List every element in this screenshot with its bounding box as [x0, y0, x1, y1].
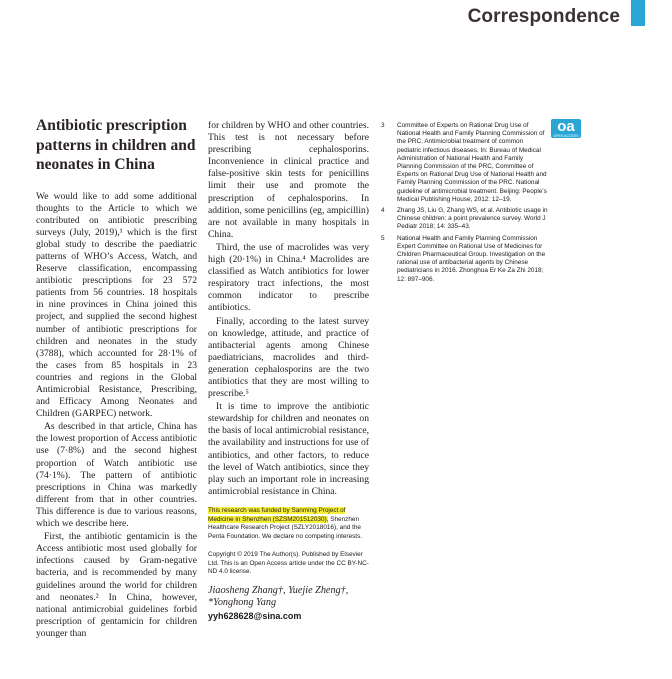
references-column: [381, 122, 549, 287]
author-list: [208, 585, 369, 610]
reference-item: [381, 235, 549, 284]
reference-text: Zhang JS, Liu G, Zhang WS, et al. Antibiotic usage in Chinese children: a point prevalence survey. World J Pediatr 2018; 14: 335–43.: [397, 207, 548, 231]
author-email[interactable]: yyh628628@sina.com: [208, 610, 302, 621]
authors-line: *Yonghong Yang: [208, 597, 277, 609]
paragraph: Finally, according to the latest survey on knowledge, attitude, and practice of antibacterial agents among Chinese paediatricians, macrolides and third-generation cephalosporins are the two antibiotics that they are most willing to prescribe.⁵: [208, 315, 369, 400]
column-middle: [208, 120, 369, 622]
paragraph: We would like to add some additional thoughts to the Article to which we contributed on antibiotic prescribing surveys (July, 2019),¹ which is the first global study to describe the paediatric patterns of WHO’s Access, Watch, and Reserve classification, encompassing antibiotic prescriptions for 23 572 patients from 56 countries. 18 hospitals in nine provinces in China joined this project, and supplied the second highest number of antibiotic prescriptions for children and neonates in the study (3788), which accounted for 28·1% of the cases from 85 hospitals in 23 countries and regions in the Global Antimicrobial Resistance, Prescribing, and Efficacy Among Neonates and Children (GARPEC) network.: [36, 190, 197, 420]
paragraph: for children by WHO and other countries. This test is not necessary before prescribing cephalosporins. Inconvenience in clinical practice and false-positive skin tests for penicillins limit their use and promote the prescription of cephalosporins. In addition, some penicillins (eg, ampicillin) are not available in many hospitals in China.: [208, 120, 369, 240]
reference-number: 4: [381, 207, 385, 215]
reference-text: Committee of Experts on Rational Drug Use of National Health and Family Planning Commission of the PRC. Antimicrobial treatment of common pediatric infectious diseases. In: Bureau of Medical Administration of National Health and Family Planning Commission of the PRC, Committee of Experts on Rational Drug Use of National Health and Family Planning Commission of the PRC. National guideline of antimicrobial treatment. Beijing: People’s Medical Publishing House, 2012: 12–19.: [397, 122, 547, 203]
section-title: Correspondence: [467, 6, 620, 27]
paragraph: As described in that article, China has the lowest proportion of Access antibiotic use (7·8%) and the second highest proportion of Watch antibiotic use (74·1%). The pattern of antibiotic prescriptions in China was markedly different from that in other countries. This difference is due to various reasons, which we describe here.: [36, 421, 197, 530]
reference-number: 3: [381, 122, 385, 129]
oa-sublabel: OPEN ACCESS: [553, 134, 579, 138]
paragraph: Third, the use of macrolides was very high (20·1%) in China.⁴ Macrolides are classified as Watch antibiotics for lower respiratory tract infections, the most common indicator to prescribe antibiotics.: [208, 241, 369, 314]
oa-label: oa: [557, 118, 575, 135]
paragraph: First, the antibiotic gentamicin is the Access antibiotic most used globally for infections caused by Gram-negative bacteria, and is recommended by many guidelines around the world for children and neonates.² In China, however, national antimicrobial guidelines forbid prescription of gentamicin for children younger than: [36, 531, 197, 639]
reference-text: National Health and Family Planning Commission Expert Committee on Rational Use of Medicines for Children Pharmaceutical Group. Investigation on the rational use of antibacterial agents by Chinese pediatricians in 2016. Zhonghua Er Ke Za Zhi 2018; 12: 897–906.: [397, 234, 546, 283]
paragraph: It is time to improve the antibiotic stewardship for children and neonates on the basis of local antimicrobial resistance, the availability and instructions for use of antibiotics, and other factors, to reduce the level of Watch antibiotics, since they play such an important role in increasing antimicrobial resistance in China.: [208, 401, 369, 497]
open-access-icon: [551, 119, 581, 138]
reference-item: [381, 207, 549, 232]
funding-highlight: This research was funded by Sanming Project of Medicine in Shenzhen (SZSM201512030),: [208, 506, 346, 523]
column-left: [36, 116, 197, 640]
reference-number: 5: [381, 234, 385, 242]
authors-line: Jiaosheng Zhang†, Yuejie Zheng†,: [208, 585, 349, 597]
funding-rest: Shenzhen Healthcare Research Project (SZLY2018016), and the Penta Foundation. We declare no competing interests.: [208, 515, 363, 540]
article-body-col1: [36, 191, 197, 640]
copyright-notice: Copyright © 2019 The Author(s). Published by Elsevier Ltd. This is an Open Access article under the CC BY-NC-ND 4.0 license.: [208, 551, 369, 576]
article-title: Antibiotic prescription patterns in children and neonates in China: [36, 117, 196, 173]
section-accent-bar: [631, 0, 645, 26]
article-body-col2: [208, 120, 369, 498]
funding-statement: [208, 507, 369, 541]
reference-item: [381, 122, 549, 204]
